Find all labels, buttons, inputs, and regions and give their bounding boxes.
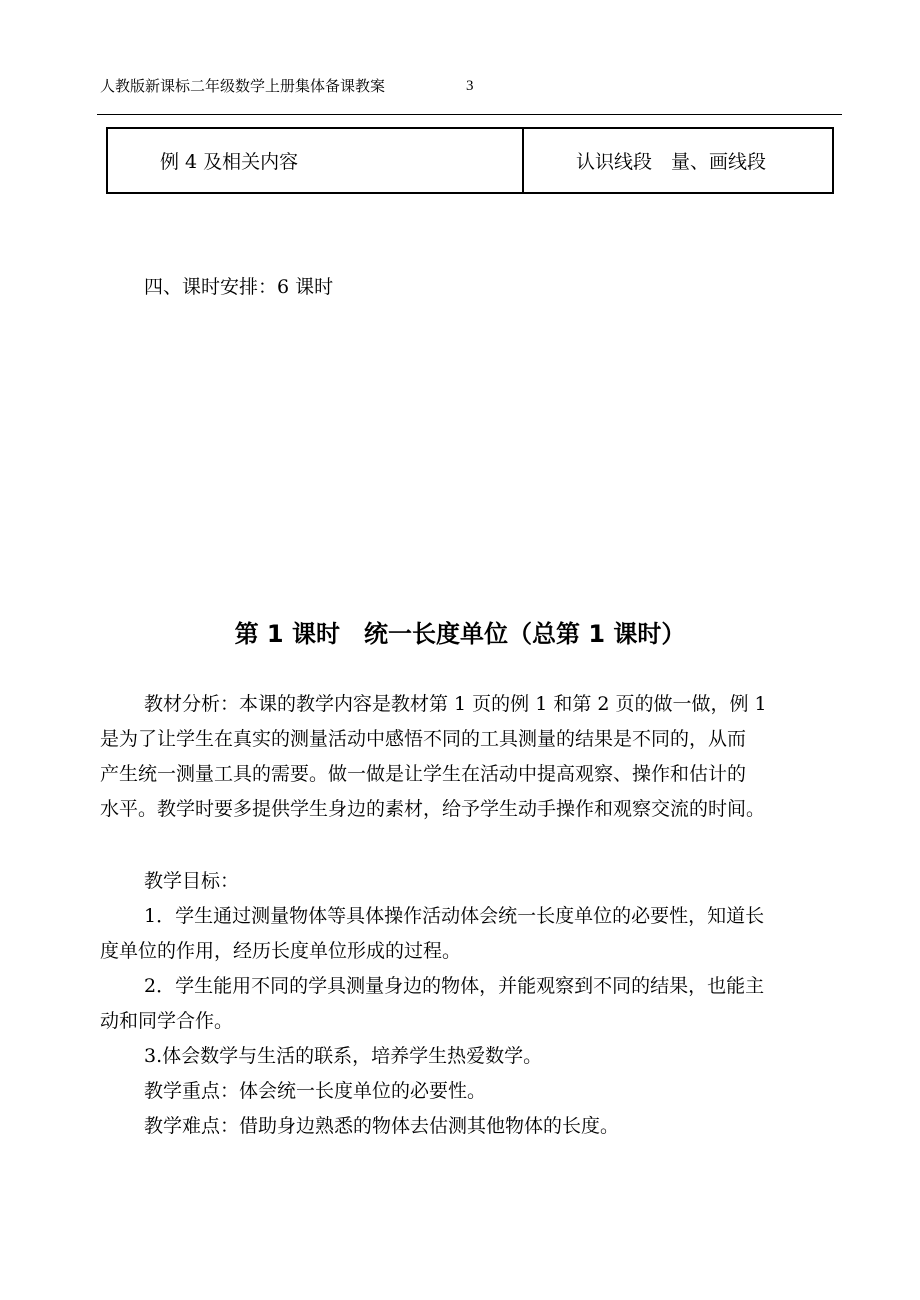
page-number: 3 xyxy=(466,78,474,94)
objective-line: 1．学生通过测量物体等具体操作活动体会统一长度单位的必要性，知道长 xyxy=(144,905,765,927)
analysis-line: 是为了让学生在真实的测量活动中感悟不同的工具测量的结果是不同的，从而 xyxy=(100,728,747,750)
objective-line: 3.体会数学与生活的联系，培养学生热爱数学。 xyxy=(144,1045,543,1067)
analysis-line: 产生统一测量工具的需要。做一做是让学生在活动中提高观察、操作和估计的 xyxy=(100,763,747,785)
schedule-text: 四、课时安排：6 课时 xyxy=(144,276,334,298)
table-cell-topic: 认识线段 量、画线段 xyxy=(523,128,833,193)
analysis-line: 教材分析：本课的教学内容是教材第 1 页的例 1 和第 2 页的做一做，例 1 xyxy=(144,693,767,715)
analysis-line: 水平。教学时要多提供学生身边的素材，给予学生动手操作和观察交流的时间。 xyxy=(100,798,766,820)
content-table xyxy=(106,127,834,194)
objectives-heading: 教学目标： xyxy=(144,870,240,892)
objective-line: 动和同学合作。 xyxy=(100,1010,234,1032)
header-title: 人教版新课标二年级数学上册集体备课教案 xyxy=(100,77,386,95)
lesson-title: 第 1 课时 统一长度单位（总第 1 课时） xyxy=(234,620,686,648)
difficulty: 教学难点：借助身边熟悉的物体去估测其他物体的长度。 xyxy=(144,1115,620,1137)
table-cell-content: 例 4 及相关内容 xyxy=(107,128,523,193)
table-row xyxy=(107,128,833,193)
objective-line: 度单位的作用，经历长度单位形成的过程。 xyxy=(100,940,462,962)
objective-line: 2．学生能用不同的学具测量身边的物体，并能观察到不同的结果，也能主 xyxy=(144,975,765,997)
header-divider xyxy=(97,114,842,115)
key-point: 教学重点：体会统一长度单位的必要性。 xyxy=(144,1080,487,1102)
page-header xyxy=(100,76,474,96)
